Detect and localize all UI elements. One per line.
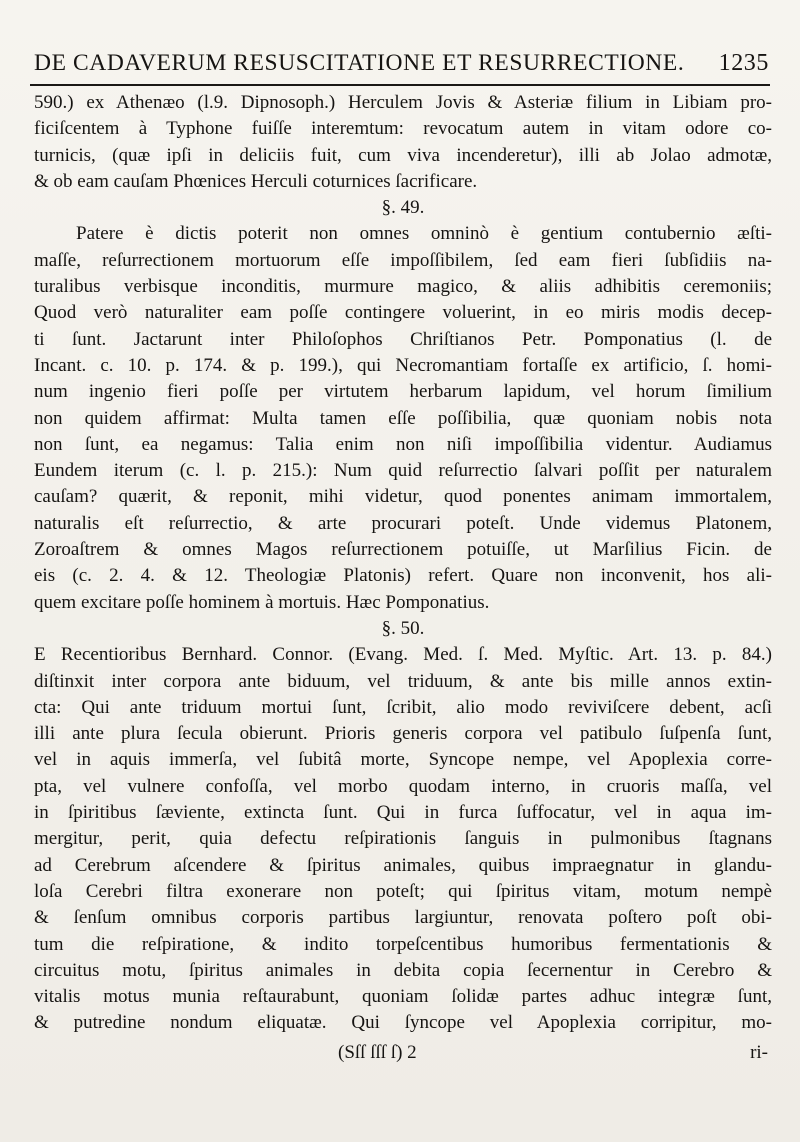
text-line: vitalis motus munia reſtaurabunt, quoniam ſolidæ partes adhuc integræ ſunt, <box>34 986 772 1008</box>
text-line: non quidem affirmat: Multa tamen eſſe poſſibilia, quæ quoniam nobis nota <box>34 407 772 429</box>
text-line: cauſam? quærit, & reponit, mihi videtur, quod ponentes animam immortalem, <box>34 486 772 508</box>
text-line: circuitus motu, ſpiritus animales in debita copia ſecernentur in Cerebro & <box>34 959 772 981</box>
section-heading-49: §. 49. <box>381 197 425 219</box>
text-line: illi ante plura ſecula obierunt. Prioris generis corpora vel patibulo ſuſpenſa ſunt, <box>34 723 772 745</box>
page-number: 1235 <box>718 50 769 76</box>
catchword: ri- <box>750 1042 768 1063</box>
text-line: turnicis, (quæ ipſi in deliciis fuit, cum viva incenderetur), illi ab Jolao admotæ, <box>34 144 772 166</box>
running-head <box>34 50 769 77</box>
text-line: ficiſcentem à Typhone fuiſſe interemtum: revocatum autem in vitam odore co- <box>34 118 772 140</box>
text-line: vel in aquis immerſa, vel ſubitâ morte, Syncope nempe, vel Apoplexia corre- <box>34 749 772 771</box>
text-line: Patere è dictis poterit non omnes omninò è gentium contubernio æſti- <box>76 223 772 245</box>
running-title: DE CADAVERUM RESUSCITATIONE ET RESURRECTIONE. <box>34 50 685 76</box>
text-line: non ſunt, ea negamus: Talia enim non niſi impoſſibilia videntur. Audiamus <box>34 433 772 455</box>
text-line: cta: Qui ante triduum mortui ſunt, ſcribit, alio modo reviviſcere debent, acſi <box>34 696 772 718</box>
text-line: naturalis eſt reſurrectio, & arte procurari poteſt. Unde videmus Platonem, <box>34 512 772 534</box>
text-line: diſtinxit inter corpora ante biduum, vel triduum, & ante bis mille annos extin- <box>34 670 772 692</box>
text-line: loſa Cerebri filtra exonerare non poteſt; qui ſpiritus vitam, motum nempè <box>34 880 772 902</box>
text-line: ti ſunt. Jactarunt inter Philoſophos Chriſtianos Petr. Pomponatius (l. de <box>34 328 772 350</box>
paragraph-49 <box>34 221 772 615</box>
paragraph-continuation <box>34 90 772 195</box>
text-line: num ingenio fieri poſſe per virtutem herbarum lapidum, vel horum ſimilium <box>34 381 772 403</box>
text-line: Eundem iterum (c. l. p. 215.): Num quid reſurrectio ſalvari poſſit per naturalem <box>34 460 772 482</box>
text-line: Incant. c. 10. p. 174. & p. 199.), qui Necromantiam fortaſſe ex artificio, ſ. homi- <box>34 354 772 376</box>
text-line: turalibus verbisque inconditis, murmure magico, & aliis adhibitis ceremoniis; <box>34 276 772 298</box>
text-line: Quod verò naturaliter eam poſſe contingere voluerint, in eo miris modis decep- <box>34 302 772 324</box>
paragraph-50 <box>34 642 772 1036</box>
text-line: maſſe, reſurrectionem mortuorum eſſe impoſſibilem, ſed eam fieri ſubſidiis na- <box>34 249 772 271</box>
text-line: ad Cerebrum aſcendere & ſpiritus animales, quibus impraegnatur in glandu- <box>34 854 772 876</box>
page-footer <box>34 1040 772 1066</box>
text-line: & ſenſum omnibus corporis partibus largiuntur, renovata poſtero poſt obi- <box>34 907 772 929</box>
text-line: & ob eam cauſam Phœnices Herculi coturnices ſacrificare. <box>34 170 478 192</box>
section-heading-50: §. 50. <box>381 617 425 639</box>
text-line: E Recentioribus Bernhard. Connor. (Evang. Med. ſ. Med. Myſtic. Art. 13. p. 84.) <box>34 644 772 666</box>
text-line: quem excitare poſſe hominem à mortuis. Hæc Pomponatius. <box>34 591 490 613</box>
text-line: tum die reſpiratione, & indito torpeſcentibus humoribus fermentationis & <box>34 933 772 955</box>
text-line: 590.) ex Athenæo (l.9. Dipnosoph.) Herculem Jovis & Asteriæ filium in Libiam pro- <box>34 92 772 113</box>
header-rule <box>30 84 770 86</box>
signature-mark: (Sſſ ſſſ ſ) 2 <box>338 1042 417 1063</box>
text-line: pta, vel vulnere confoſſa, vel morbo quodam interno, in cruoris maſſa, vel <box>34 775 772 797</box>
text-line: Zoroaſtrem & omnes Magos reſurrectionem potuiſſe, ut Marſilius Ficin. de <box>34 539 772 561</box>
text-body <box>34 90 772 1037</box>
text-line: in ſpiritibus ſæviente, extincta ſunt. Qui in furca ſuffocatur, vel in aqua im- <box>34 802 772 824</box>
text-line: & putredine nondum eliquatæ. Qui ſyncope vel Apoplexia corripitur, mo- <box>34 1012 772 1034</box>
text-line: mergitur, perit, quia defectu reſpirationis ſanguis in pulmonibus ſtagnans <box>34 828 772 850</box>
text-line: eis (c. 2. 4. & 12. Theologiæ Platonis) refert. Quare non inconvenit, hos ali- <box>34 565 772 587</box>
